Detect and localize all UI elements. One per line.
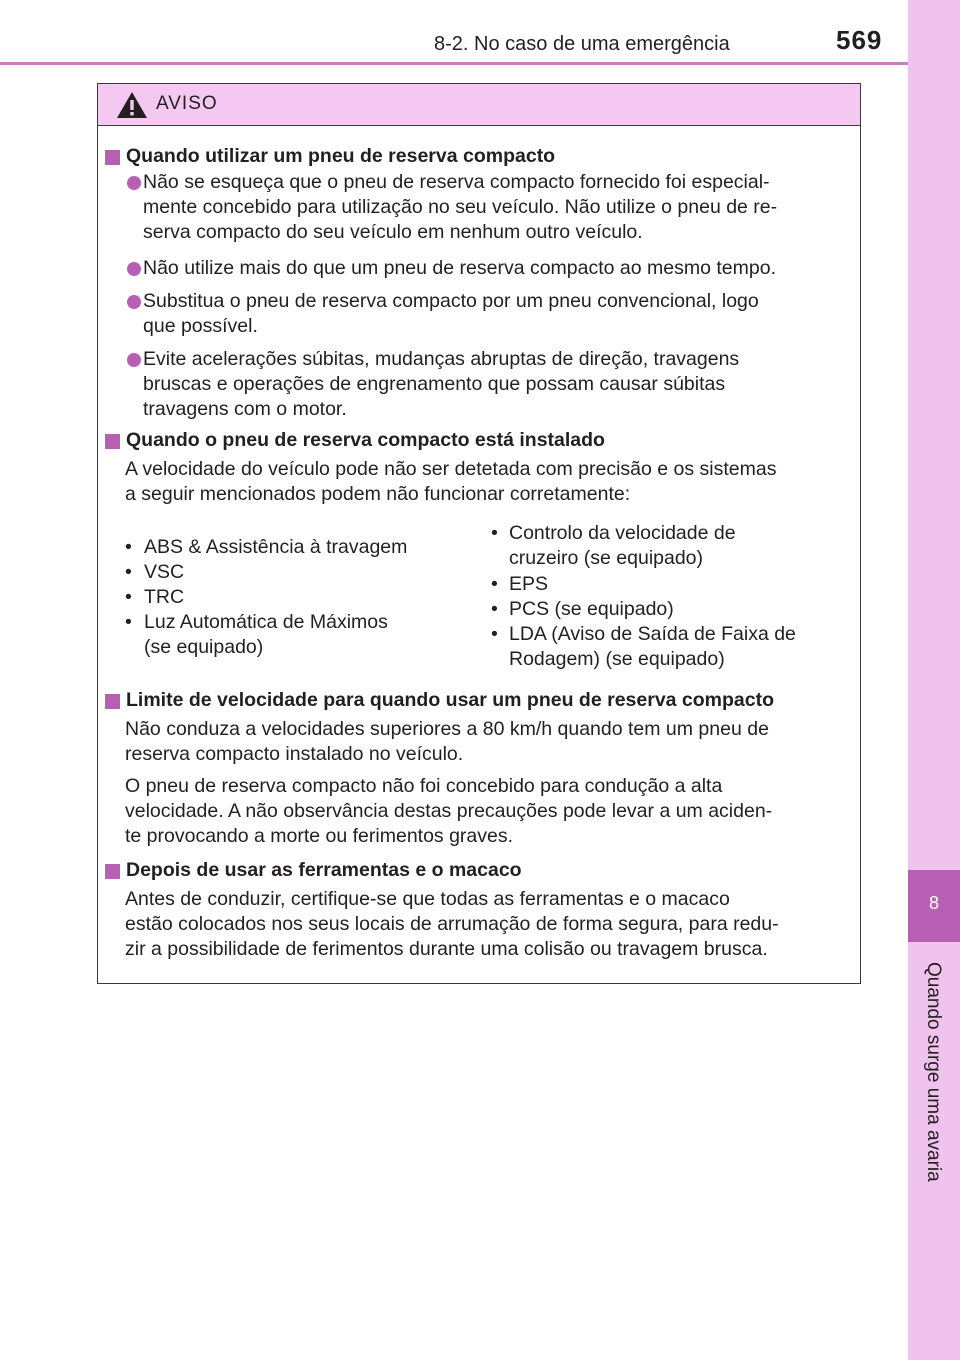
list-item-label: Controlo da velocidade de: [509, 522, 736, 544]
warning-box: [97, 83, 861, 984]
list-item-label: (se equipado): [144, 636, 264, 658]
list-item: •: [491, 598, 498, 620]
list-item-label: ABS & Assistência à travagem: [144, 536, 408, 558]
text-line: travagens com o motor.: [143, 398, 347, 420]
chapter-title: Quando surge uma avaria: [923, 962, 944, 1182]
bullet-dot: [127, 262, 141, 276]
warning-header: [98, 84, 860, 126]
text-line: A velocidade do veículo pode não ser detetada com precisão e os sistemas: [125, 458, 777, 480]
section-marker: [105, 150, 120, 165]
list-item: •: [491, 623, 498, 645]
list-item-label: PCS (se equipado): [509, 598, 674, 620]
list-item-label: VSC: [144, 561, 185, 583]
header-rule: [0, 62, 908, 65]
list-item: •: [125, 611, 132, 633]
list-item-label: TRC: [144, 586, 185, 608]
text-line: zir a possibilidade de ferimentos durante uma colisão ou travagem brusca.: [125, 938, 768, 960]
bullet-dot: [127, 295, 141, 309]
text-line: O pneu de reserva compacto não foi concebido para condução a alta: [125, 775, 723, 797]
text-line: te provocando a morte ou ferimentos graves.: [125, 825, 514, 847]
text-line: bruscas e operações de engrenamento que possam causar súbitas: [143, 373, 726, 395]
list-item-label: EPS: [509, 573, 549, 595]
section-title: 8-2. No caso de uma emergência: [434, 33, 730, 55]
chapter-number: 8: [928, 893, 939, 913]
text-line: Substitua o pneu de reserva compacto por um pneu convencional, logo: [143, 290, 759, 312]
text-line: Não utilize mais do que um pneu de reserva compacto ao mesmo tempo.: [143, 257, 776, 279]
text-line: reserva compacto instalado no veículo.: [125, 743, 464, 765]
text-line: a seguir mencionados podem não funcionar corretamente:: [125, 483, 631, 505]
section-marker: [105, 864, 120, 879]
list-item: •: [125, 536, 132, 558]
section-marker: [105, 434, 120, 449]
warning-label: AVISO: [156, 93, 218, 114]
text-line: Não conduza a velocidades superiores a 80 km/h quando tem um pneu de: [125, 718, 769, 740]
page-number: 569: [836, 25, 883, 55]
list-item-label: Rodagem) (se equipado): [509, 648, 725, 670]
list-item: •: [125, 561, 132, 583]
warning-triangle-icon: [116, 91, 148, 119]
text-line: mente concebido para utilização no seu veículo. Não utilize o pneu de re-: [143, 196, 778, 218]
list-item-label: LDA (Aviso de Saída de Faixa de: [509, 623, 796, 645]
list-item-label: Luz Automática de Máximos: [144, 611, 388, 633]
list-item: •: [491, 573, 498, 595]
list-item: •: [491, 522, 498, 544]
section-heading: Quando o pneu de reserva compacto está instalado: [126, 429, 605, 451]
section-marker: [105, 694, 120, 709]
bullet-dot: [127, 176, 141, 190]
text-line: Evite acelerações súbitas, mudanças abruptas de direção, travagens: [143, 348, 740, 370]
text-line: Antes de conduzir, certifique-se que todas as ferramentas e o macaco: [125, 888, 730, 910]
section-heading: Quando utilizar um pneu de reserva compacto: [126, 145, 556, 167]
text-line: velocidade. A não observância destas precauções pode levar a um aciden-: [125, 800, 773, 822]
text-line: que possível.: [143, 315, 258, 337]
list-item: •: [125, 586, 132, 608]
section-heading: Depois de usar as ferramentas e o macaco: [126, 859, 522, 881]
list-item-label: cruzeiro (se equipado): [509, 547, 704, 569]
text-line: estão colocados nos seus locais de arrumação de forma segura, para redu-: [125, 913, 779, 935]
text-line: Não se esqueça que o pneu de reserva compacto fornecido foi especial-: [143, 171, 770, 193]
bullet-dot: [127, 353, 141, 367]
text-line: serva compacto do seu veículo em nenhum outro veículo.: [143, 221, 643, 243]
section-heading: Limite de velocidade para quando usar um pneu de reserva compacto: [126, 689, 775, 711]
